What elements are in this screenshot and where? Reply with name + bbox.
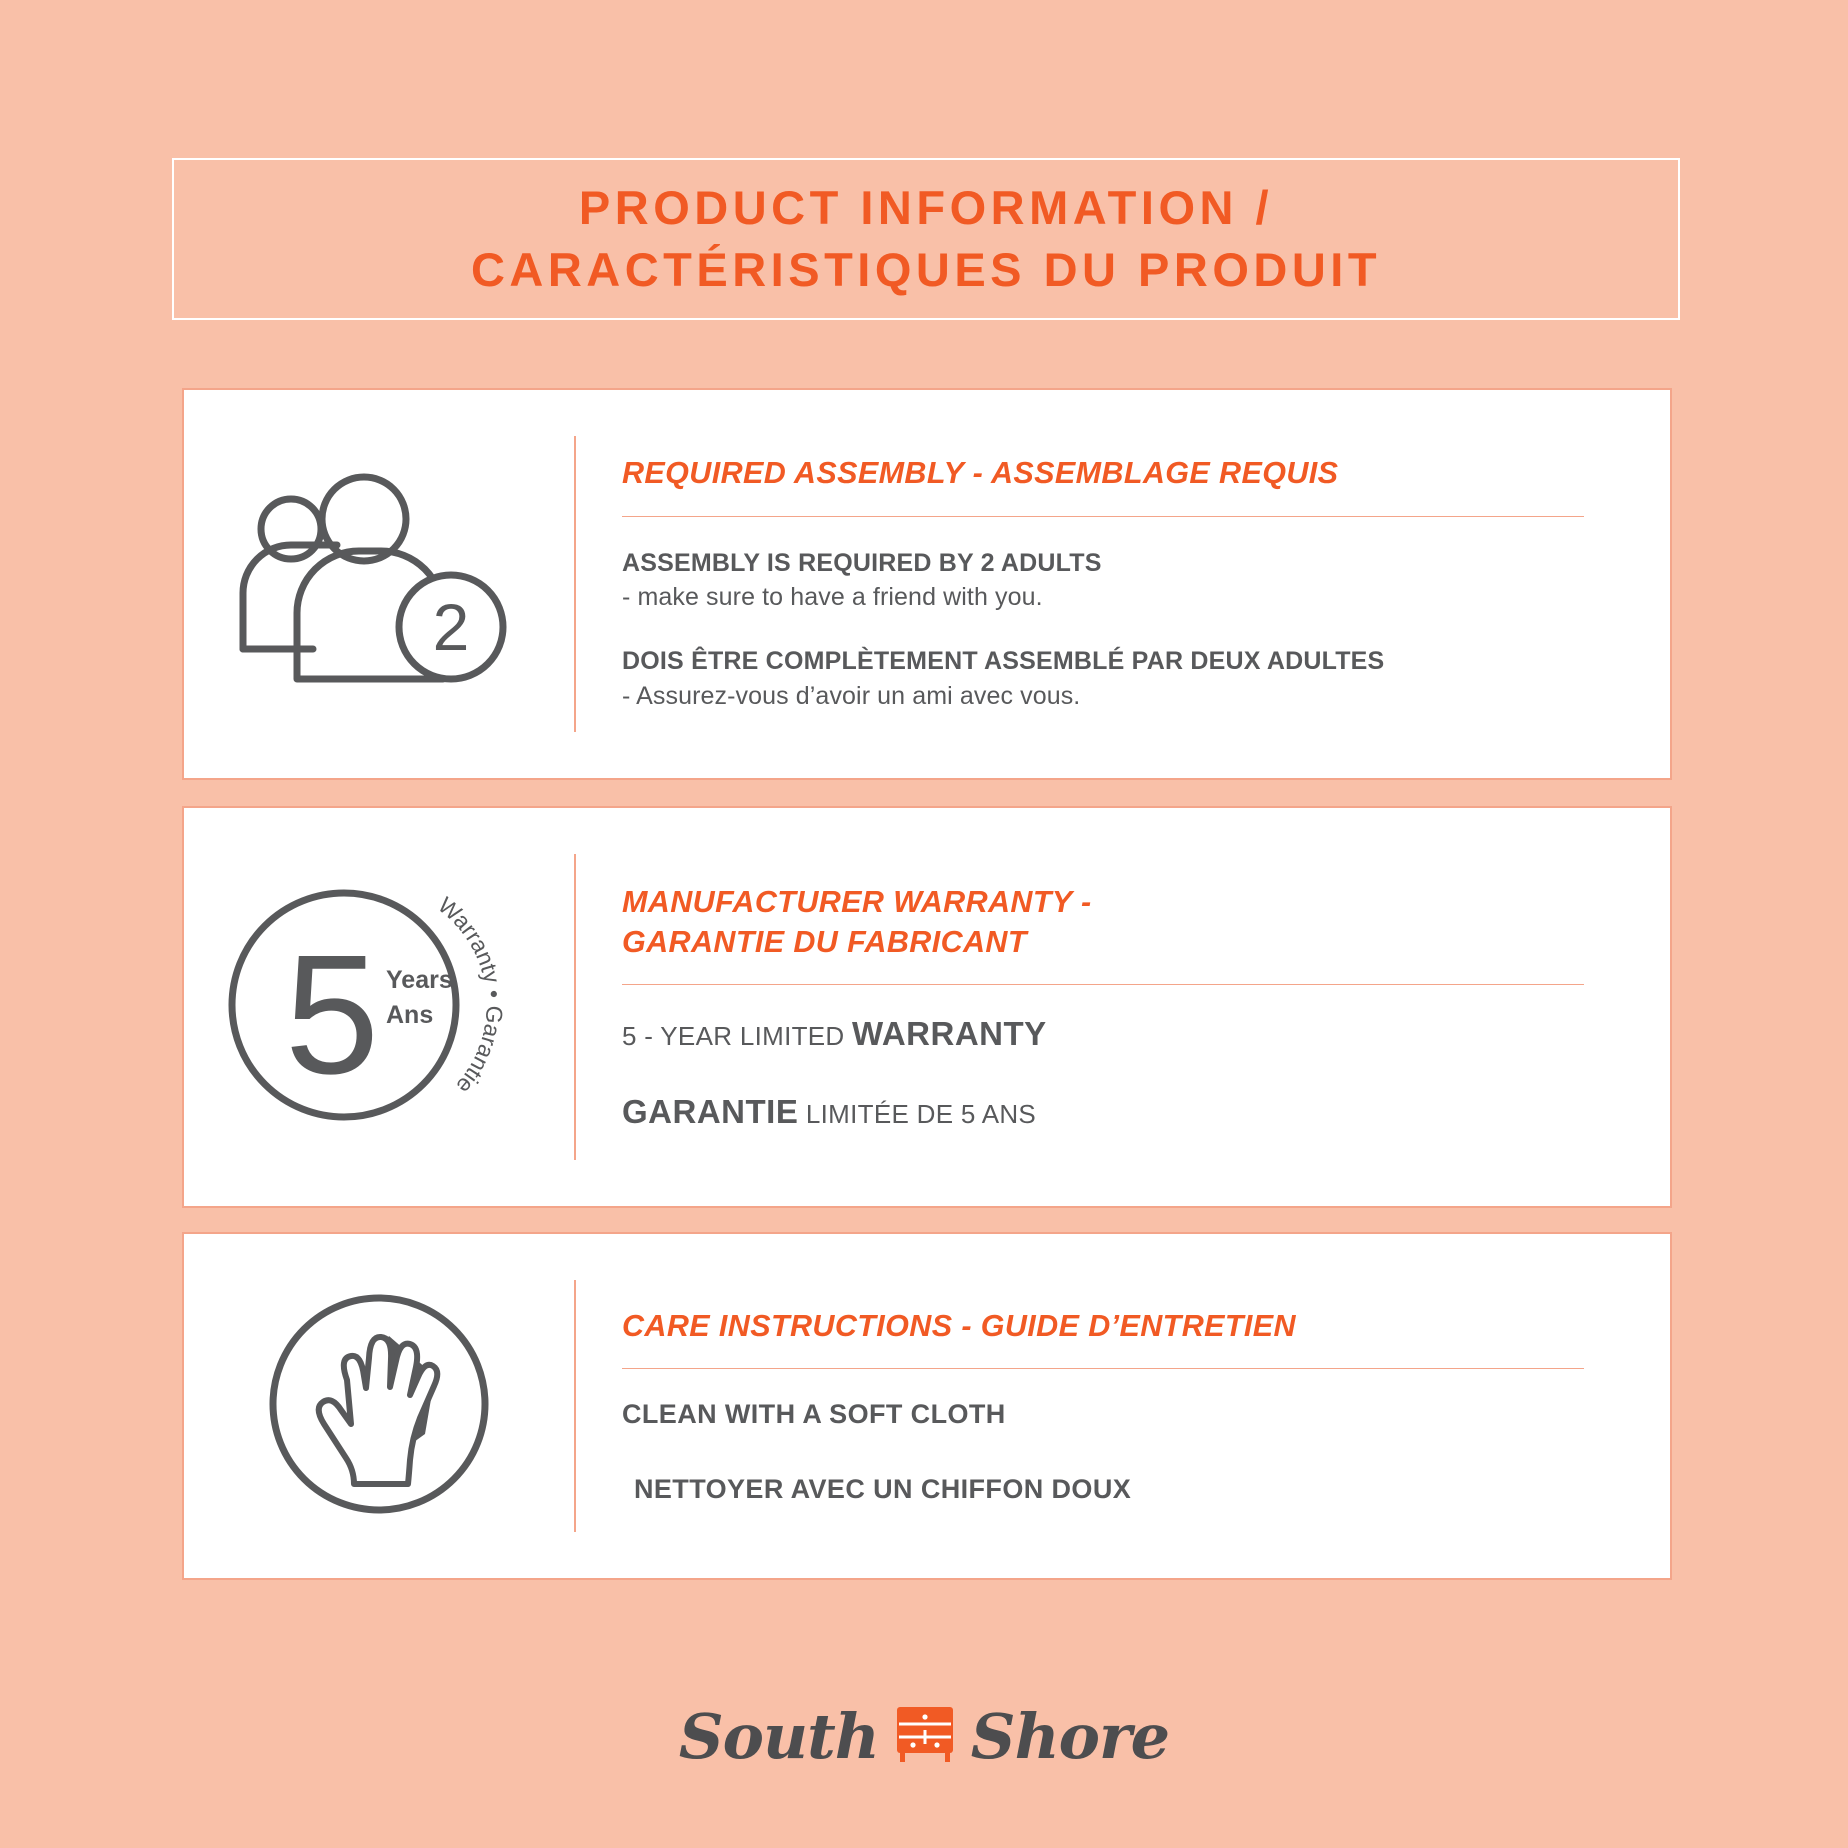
warranty-text-column	[576, 883, 1670, 1131]
logo-word-south: South	[678, 1700, 879, 1773]
warranty-line-fr	[622, 1093, 1624, 1131]
warranty-line-en	[622, 1015, 1624, 1053]
care-text-column	[576, 1307, 1670, 1506]
warranty-arc-text: Warranty • Garantie	[433, 891, 508, 1099]
card-manufacturer-warranty	[182, 806, 1672, 1208]
assembly-line-fr-strong: DOIS ÊTRE COMPLÈTEMENT ASSEMBLÉ PAR DEUX ADULTES	[622, 647, 1385, 676]
brand-logo	[0, 1700, 1848, 1773]
warranty-heading-line-2: GARANTIE DU FABRICANT	[622, 924, 1027, 959]
warranty-line-en-prefix: 5 - YEAR LIMITED	[622, 1021, 853, 1052]
warranty-line-en-emphasis: WARRANTY	[852, 1015, 1047, 1053]
page-title-line-2: CARACTÉRISTIQUES DU PRODUIT	[470, 243, 1382, 296]
warranty-heading-rule	[622, 984, 1584, 985]
assembly-people-count: 2	[432, 589, 470, 664]
page-title-line-1: PRODUCT INFORMATION /	[578, 180, 1274, 234]
two-people-icon	[229, 467, 529, 702]
dresser-icon	[893, 1703, 957, 1770]
warranty-line-fr-suffix: LIMITÉE DE 5 ANS	[798, 1099, 1037, 1130]
logo-word-shore: Shore	[970, 1700, 1170, 1773]
assembly-line-fr-light: - Assurez-vous d’avoir un ami avec vous.	[622, 682, 1081, 711]
warranty-years-label-fr: Ans	[386, 1000, 434, 1029]
warranty-line-fr-emphasis: GARANTIE	[622, 1093, 799, 1131]
warranty-icon-container	[184, 808, 574, 1206]
care-heading-rule	[622, 1368, 1584, 1369]
card-care-instructions	[182, 1232, 1672, 1580]
assembly-text-column	[576, 454, 1670, 714]
care-line-en: CLEAN WITH A SOFT CLOTH	[622, 1399, 1006, 1430]
assembly-heading-rule	[622, 516, 1584, 517]
warranty-years-label-en: Years	[386, 965, 453, 994]
assembly-heading: REQUIRED ASSEMBLY - ASSEMBLAGE REQUIS	[622, 455, 1339, 490]
warranty-years-number: 5	[284, 919, 380, 1110]
care-heading: CARE INSTRUCTIONS - GUIDE D’ENTRETIEN	[622, 1308, 1296, 1343]
assembly-line-en-light: - make sure to have a friend with you.	[622, 583, 1043, 612]
warranty-heading-line-1: MANUFACTURER WARRANTY -	[622, 884, 1092, 919]
hand-wiping-cloth-icon	[239, 1284, 519, 1529]
care-line-fr: NETTOYER AVEC UN CHIFFON DOUX	[634, 1474, 1132, 1505]
care-icon-container	[184, 1234, 574, 1578]
card-required-assembly	[182, 388, 1672, 780]
assembly-line-en-strong: ASSEMBLY IS REQUIRED BY 2 ADULTS	[622, 548, 1102, 577]
warranty-seal-icon	[214, 855, 544, 1160]
assembly-icon-container	[184, 390, 574, 778]
page-title	[172, 158, 1680, 320]
